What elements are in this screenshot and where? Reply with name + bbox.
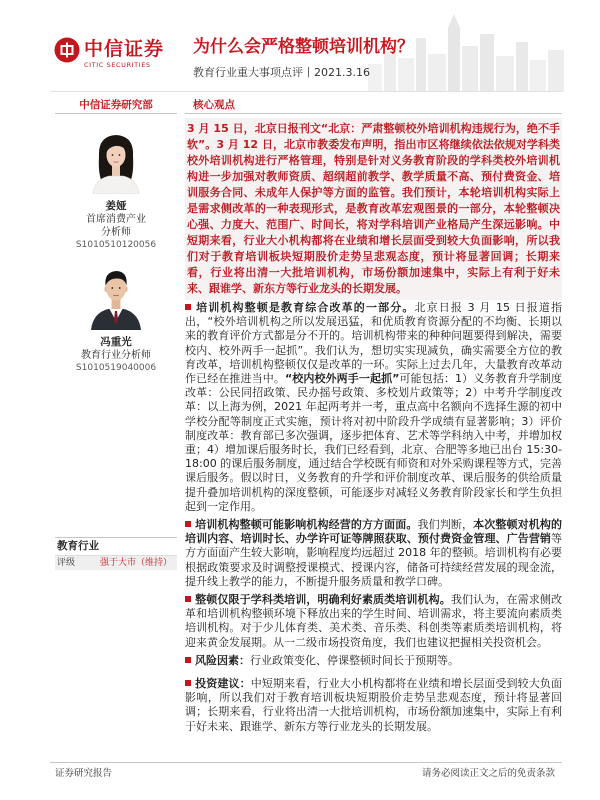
skyline-building [462, 46, 478, 92]
core-summary-box [185, 118, 562, 300]
core-summary-text: 3 月 15 日，北京日报刊文“北京：严肃整顿校外培训机构违规行为，绝不手软”。3 月 12 日，北京市教委发布声明，指出市区将继续依法依规对学科类校外培训机构进行严格管理，特别是针对义务教育阶段的学科类校外培训机构进一步加强对教师资质、超纲超前教学、教学质量不高、预付费资金、培训服务合同、未成年人保护等方面的监管。我们预计，本轮培训机构实际上是需求侧改革的一种表现形式，是教育改革宏观图景的一部分，本轮整顿决心强、力度大、范围广、时间长，将对学科培训产业格局产生深远影响。中短期来看，行业大小机构都将在业绩和增长层面受到较大负面影响，所以我们对于教育培训板块短期股价走势呈悲观态度，预计将显著回调；长期来看，行业将出清一大批培训机构，市场份额加速集中，实际上有利于好未来、跟谁学、新东方等行业龙头的长期发展。 [187, 122, 560, 295]
clothing [93, 176, 139, 194]
analyst-card [55, 258, 177, 375]
analyst-role: 分析师 [101, 227, 131, 238]
analyst-role: 首席消费产业 [86, 214, 146, 225]
logo-cn-text: 中信证券 [84, 38, 165, 60]
header-divider [50, 91, 562, 92]
skyline-building [428, 54, 446, 92]
bullet-paragraph [185, 593, 562, 650]
bullet-paragraph [185, 301, 562, 514]
analyst-role: 教育行业分析师 [81, 350, 151, 361]
skyline-building [368, 64, 382, 92]
rating-band [55, 555, 177, 570]
bullet-body-text: 可能包括：1）义务教育升学制度改革：公民同招政策、民办摇号政策、多校划片政策等；2）中考升学制度改革：以上海为例，2021 年起两考并一考，重点高中名额向不选择生源的初中学校分配等制度正式实施，预计将对初中阶段升学成绩有显著影响；3）评价制度改革：教育部已多次强调，逐步把体育、艺术等学科纳入中考，并增加权重；4）增加课后服务时长，我们已经看到，北京、合肥等多地已出台 15:30-18:00 的课后服务制度，通过结合学校既有师资和对外采购课程等方式，完善课后服务。假以时日，义务教育的升学和评价制度改革、课后服务的供给质量提升叠加培训机构的深度整顿，可能逐步对减轻义务教育阶段家长和学生负担起到一定作用。 [185, 372, 562, 513]
skyline-building [448, 28, 460, 92]
square-bullet-icon [185, 680, 191, 686]
footer-divider [50, 762, 562, 763]
citic-logo-icon [54, 37, 80, 63]
analyst-card [55, 126, 177, 252]
bullet-body-text: 行业政策变化、停课整顿时间长于预期等。 [250, 653, 459, 667]
eye [112, 154, 114, 156]
bullet-heading: 培训机构整顿是教育综合改革的一部分。 [195, 301, 415, 314]
bullet-body-text: 我们判断， [417, 518, 474, 532]
analyst-license: S1010519040006 [75, 363, 157, 373]
bullet-paragraph [185, 518, 562, 589]
analyst-name: 冯重光 [100, 336, 132, 348]
industry-divider [55, 537, 177, 538]
bullet-heading: 投资建议： [195, 677, 251, 691]
square-bullet-icon [185, 521, 191, 527]
section-title: 核心观点 [193, 99, 235, 111]
bullet-list [185, 301, 562, 734]
skyline-building [480, 34, 494, 92]
bullet-body-text: 等方方面面产生较大影响，影响程度均远超过 2018 年的整顿。培训机构有必要根据政策要求及时调整授课模式、授课内容，储备可持续经营发展的现金流，提升线上教学的能力，不断提升服务质量和教学口碑。 [185, 532, 562, 588]
eye [111, 287, 113, 289]
bullet-heading: 整顿仅限于学科类培训，明确利好素质类培训机构。 [195, 593, 451, 607]
report-title: 为什么会严格整顿培训机构？ [193, 37, 414, 57]
industry-label: 教育行业 [57, 540, 99, 552]
skyline-building [416, 38, 426, 92]
bullet-body-text: 北京日报 3 月 15 日报道指出，“校外培训机构之所以发展迅猛，和优质教育资源分配的不均衡、长期以来的教育评价方式都是分不开的。培训机构带来的种种问题要得到解决，需要校内、校外两手一起抓”。我们认为，想切实实现减负，确实需要全方位的教育改革，培训机构整顿仅仅是改革的一环。实际上过去几年，大量教育改革动作已经在推进当中。 [185, 301, 563, 386]
bullet-paragraph [185, 654, 562, 668]
brand-logo [54, 36, 186, 72]
rating-label: 评级 [57, 558, 76, 568]
square-bullet-icon [185, 596, 191, 602]
department-divider [55, 113, 177, 114]
bullet-emphasis: “校内校外两手一起抓” [284, 372, 400, 386]
analyst-photo [88, 126, 144, 194]
skyline-building [384, 52, 396, 92]
analyst-name: 姜娅 [105, 200, 127, 212]
square-bullet-icon [185, 304, 191, 310]
skyline-building [548, 50, 564, 92]
bullet-heading: 风险因素： [195, 653, 250, 667]
department-heading: 中信证券研究部 [79, 99, 153, 111]
section-divider [185, 113, 562, 114]
skyline-building [516, 42, 528, 92]
bullet-emphasis: 本次整顿对机构的培训内容、培训时长、办学许可证等牌照获取、预付费资金管理、广告营销 [185, 518, 563, 546]
rating-value: 强于大市（维持） [100, 558, 173, 568]
footer-report-type: 证券研究报告 [55, 768, 113, 779]
report-subtitle: 教育行业重大事项点评丨2021.3.16 [193, 66, 370, 79]
skyline-building [530, 60, 546, 92]
logo-en-text: CITIC SECURITIES [84, 61, 151, 69]
bullet-heading: 培训机构整顿可能影响机构经营的方方面面。 [195, 518, 418, 532]
eye [119, 287, 121, 289]
bullet-body-text: 中短期来看，行业大小机构都将在业绩和增长层面受到较大负面影响，所以我们对于教育培训板块短期股价走势呈悲观态度，预计将显著回调；长期来看，行业将出清一大批培训机构，市场份额加速集中，实际上有利于好未来、跟谁学、新东方等行业龙头的长期发展。 [185, 677, 563, 733]
eye [119, 154, 121, 156]
analyst-license: S1010510120056 [75, 240, 157, 250]
skyline-spire [448, 14, 460, 28]
skyline-building [496, 56, 514, 92]
analyst-photo [88, 258, 144, 330]
skyline-building [398, 58, 414, 92]
square-bullet-icon [185, 657, 191, 663]
footer-disclaimer-note: 请务必阅读正文之后的免责条款 [421, 768, 555, 779]
bullet-body-text: 我们认为，在需求侧改革和培训机构整顿环境下释放出来的学生时间、培训需求，将主要流向素质类培训机构。对于少儿体育类、美术类、音乐类、科创类等素质类培训机构，将迎来黄金发展期。从一二级市场投资角度，我们也建议把握相关投资机会。 [185, 593, 563, 649]
bullet-paragraph [185, 677, 562, 734]
